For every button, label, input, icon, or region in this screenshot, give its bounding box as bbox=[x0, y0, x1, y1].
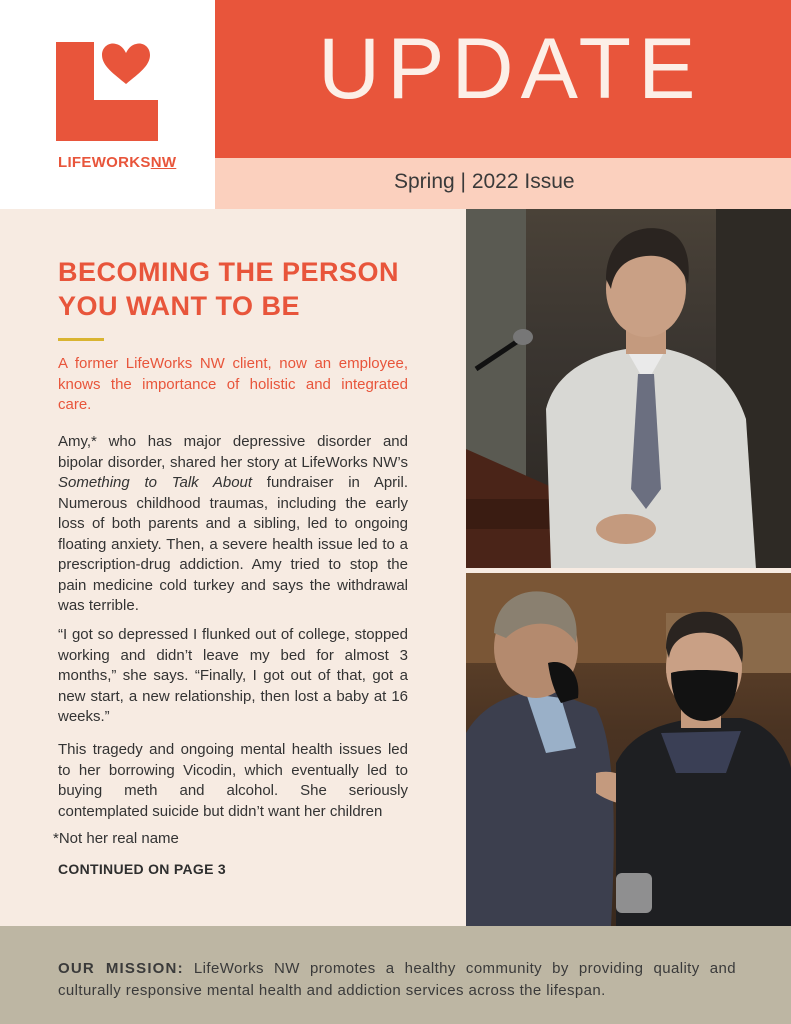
logo-wordmark-suffix: NW bbox=[150, 154, 177, 171]
logo-wordmark-main: LIFEWORKS bbox=[58, 154, 151, 171]
event-name: Something to Talk About bbox=[58, 474, 253, 491]
article-paragraph-1 bbox=[58, 432, 408, 617]
headline-divider bbox=[58, 338, 104, 341]
article-paragraph-2: “I got so depressed I flunked out of college, stopped working and didn’t leave my bed for almost 3 months,” she says. “Finally, I got out of that, got a new start, a new relationship, then lost a baby at 16 weeks.” bbox=[58, 626, 408, 725]
article-lead: A former LifeWorks NW client, now an employee, knows the importance of holistic and integrated care. bbox=[58, 355, 408, 413]
event-photo bbox=[466, 573, 791, 926]
lifeworks-logo-icon bbox=[54, 40, 160, 143]
paragraph-1-start: Amy,* who has major depressive disorder and bipolar disorder, shared her story at LifeWorks NW’s bbox=[58, 433, 408, 471]
paragraph-1-end: fundraiser in April. Numerous childhood traumas, including the early loss of both parents and a sibling, led to ongoing floating anxiety. Then, a severe health issue led to a prescription-drug addiction. Amy tried to stop the pain medicine cold turkey and says the withdrawal was terrible. bbox=[58, 474, 408, 614]
article-headline: BECOMING THE PERSON YOU WANT TO BE bbox=[58, 257, 400, 321]
article-paragraph-3: This tragedy and ongoing mental health issues led to her borrowing Vicodin, which eventually led to buying meth and alcohol. She seriously contemplated suicide but didn’t want her children bbox=[58, 741, 408, 820]
mission-statement bbox=[58, 958, 736, 1002]
mission-text: LifeWorks NW promotes a healthy community by providing quality and culturally responsive mental health and addiction services across the lifespan. bbox=[58, 960, 736, 999]
issue-label: Spring | 2022 Issue bbox=[394, 170, 575, 193]
page-title: UPDATE bbox=[318, 21, 703, 117]
logo-panel bbox=[0, 0, 215, 209]
continued-link[interactable]: CONTINUED ON PAGE 3 bbox=[58, 861, 227, 877]
logo-wordmark bbox=[58, 154, 176, 171]
mission-label: OUR MISSION: bbox=[58, 960, 184, 977]
footnote: *Not her real name bbox=[53, 830, 179, 847]
speaker-photo bbox=[466, 209, 791, 568]
